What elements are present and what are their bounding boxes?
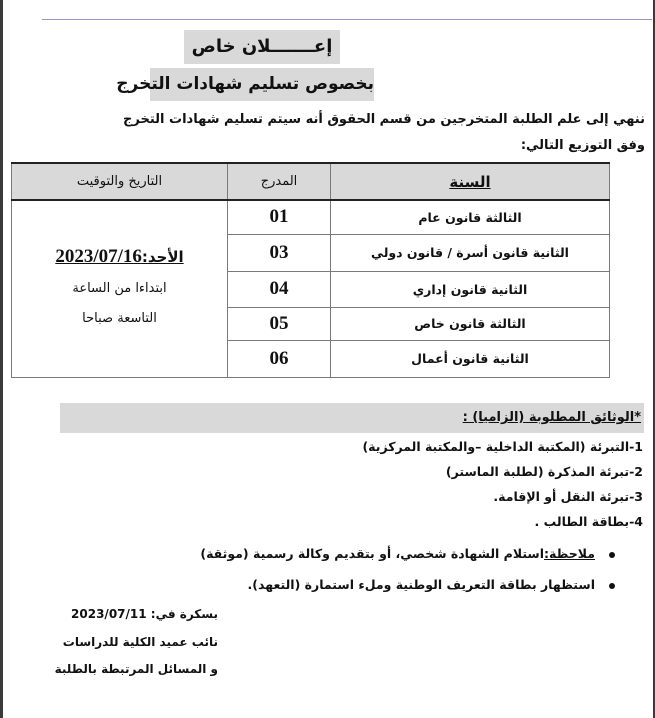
- page-edge-left: [0, 0, 3, 718]
- table-header-row: [12, 163, 610, 200]
- required-doc-item: 1-التبرئة (المكتبة الداخلية –والمكتبة المركزية): [362, 439, 643, 454]
- row-year: الثانية قانون أعمال: [331, 340, 610, 377]
- required-doc-item: 4-بطاقة الطالب .: [534, 514, 643, 529]
- note-text: استظهار بطاقة التعريف الوطنية وملء استمارة (التعهد).: [247, 577, 595, 592]
- row-hall: 04: [228, 271, 331, 307]
- announcement-subtitle-text: بخصوص تسليم شهادات التخرج: [116, 74, 374, 94]
- intro-line-1: ننهي إلى علم الطلبة المتخرجين من قسم الحقوق أنه سيتم تسليم شهادات التخرج: [123, 112, 645, 127]
- signature-title-1: نائب عميد الكلية للدراسات: [62, 635, 218, 649]
- bullet-icon: [609, 552, 615, 558]
- row-year: الثانية قانون أسرة / قانون دولي: [331, 234, 610, 271]
- header-rule: [42, 19, 652, 20]
- schedule-table: [11, 162, 610, 378]
- signature-place-date: بسكرة في: 2023/07/11: [71, 607, 218, 621]
- table-row: [12, 200, 610, 234]
- row-hall: 01: [228, 200, 331, 234]
- intro-line-2: وفق التوزيع التالي:: [520, 138, 645, 153]
- datetime-start: ابتداءا من الساعة: [72, 280, 167, 296]
- required-docs-heading: *الوثائق المطلوبة (الزاميا) :: [60, 403, 644, 433]
- row-year: الثالثة قانون عام: [331, 200, 610, 234]
- note-2: [248, 576, 615, 594]
- datetime-date: الأحد:2023/07/16: [55, 245, 184, 267]
- bullet-icon: [609, 583, 615, 589]
- note-label: ملاحظة:: [544, 546, 595, 561]
- header-hall: المدرج: [228, 163, 331, 200]
- signature-title-2: و المسائل المرتبطة بالطلبة: [54, 662, 218, 676]
- note-1: [200, 545, 615, 563]
- announcement-title: [184, 30, 340, 64]
- required-doc-item: 3-تبرئة النقل أو الإقامة.: [493, 489, 643, 504]
- header-year: السنة: [331, 163, 610, 200]
- row-year: الثالثة قانون خاص: [331, 307, 610, 340]
- row-hall: 03: [228, 234, 331, 271]
- required-doc-item: 2-تبرئة المذكرة (لطلبة الماستر): [445, 464, 643, 479]
- note-text: استلام الشهادة شخصي، أو بتقديم وكالة رسمية (موثقة): [200, 546, 544, 561]
- datetime-cell: [12, 200, 228, 377]
- header-datetime: التاريخ والتوقيت: [12, 163, 228, 200]
- row-hall: 05: [228, 307, 331, 340]
- row-year: الثانية قانون إداري: [331, 271, 610, 307]
- datetime-time: التاسعة صباحا: [82, 310, 157, 326]
- announcement-title-text: إعـــــــلان خاص: [191, 36, 333, 57]
- announcement-subtitle: [116, 68, 374, 101]
- row-hall: 06: [228, 340, 331, 377]
